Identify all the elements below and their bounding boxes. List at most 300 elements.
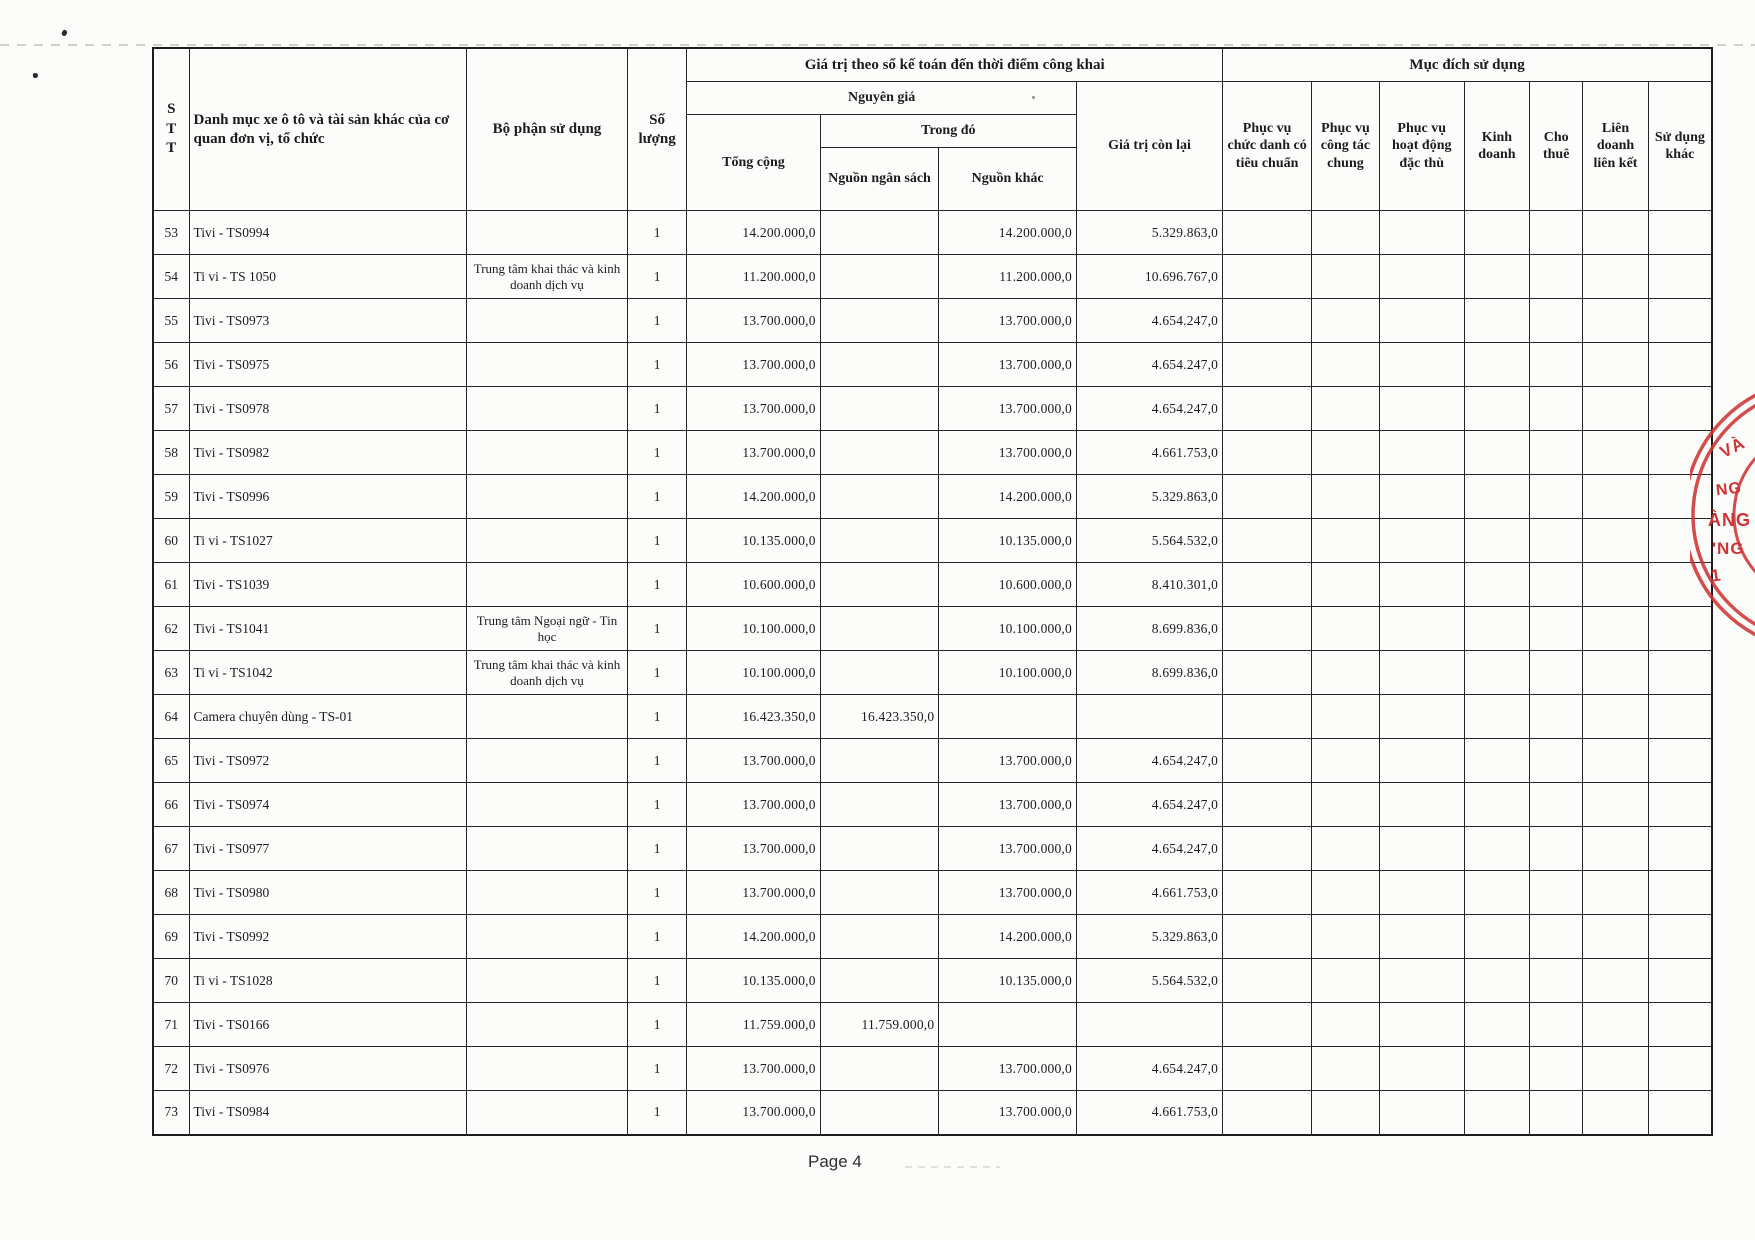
purpose-cell bbox=[1379, 739, 1464, 783]
col-header-purpose: Phục vụ hoạt động đặc thù bbox=[1379, 82, 1464, 211]
purpose-cell bbox=[1530, 739, 1583, 783]
budget-source-cell bbox=[820, 915, 939, 959]
qty-cell: 1 bbox=[627, 519, 686, 563]
col-header-purpose: Kinh doanh bbox=[1464, 82, 1530, 211]
purpose-cell bbox=[1312, 343, 1380, 387]
budget-source-cell bbox=[820, 739, 939, 783]
purpose-cell bbox=[1530, 563, 1583, 607]
other-source-cell: 13.700.000,0 bbox=[939, 783, 1077, 827]
col-header-budget-source: Nguồn ngân sách bbox=[820, 148, 939, 211]
purpose-cell bbox=[1583, 387, 1649, 431]
table-body bbox=[153, 211, 1712, 1135]
item-name-cell: Tivi - TS0984 bbox=[189, 1091, 466, 1135]
col-header-purpose: Cho thuê bbox=[1530, 82, 1583, 211]
purpose-cell bbox=[1312, 871, 1380, 915]
table-row bbox=[153, 915, 1712, 959]
stt-cell: 58 bbox=[153, 431, 189, 475]
purpose-cell bbox=[1312, 211, 1380, 255]
purpose-cell bbox=[1648, 695, 1712, 739]
purpose-cell bbox=[1648, 475, 1712, 519]
purpose-cell bbox=[1223, 563, 1312, 607]
purpose-cell bbox=[1379, 959, 1464, 1003]
purpose-cell bbox=[1583, 1003, 1649, 1047]
purpose-cell bbox=[1648, 1091, 1712, 1135]
purpose-cell bbox=[1648, 211, 1712, 255]
item-name-cell: Ti vi - TS 1050 bbox=[189, 255, 466, 299]
purpose-cell bbox=[1583, 211, 1649, 255]
purpose-cell bbox=[1464, 1003, 1530, 1047]
purpose-cell bbox=[1379, 387, 1464, 431]
purpose-cell bbox=[1312, 431, 1380, 475]
table-row bbox=[153, 607, 1712, 651]
purpose-cell bbox=[1379, 695, 1464, 739]
col-header-bookvalue-group: Giá trị theo sổ kế toán đến thời điểm công khai bbox=[687, 48, 1223, 82]
purpose-cell bbox=[1530, 475, 1583, 519]
budget-source-cell bbox=[820, 387, 939, 431]
purpose-cell bbox=[1223, 783, 1312, 827]
item-name-cell: Ti vi - TS1028 bbox=[189, 959, 466, 1003]
total-cell: 11.759.000,0 bbox=[687, 1003, 820, 1047]
purpose-cell bbox=[1464, 299, 1530, 343]
table-row bbox=[153, 475, 1712, 519]
dept-cell bbox=[466, 783, 627, 827]
purpose-cell bbox=[1379, 1091, 1464, 1135]
dept-cell bbox=[466, 1091, 627, 1135]
purpose-cell bbox=[1464, 519, 1530, 563]
remaining-value-cell: 5.329.863,0 bbox=[1076, 475, 1222, 519]
purpose-cell bbox=[1530, 915, 1583, 959]
purpose-cell bbox=[1583, 827, 1649, 871]
remaining-value-cell: 4.654.247,0 bbox=[1076, 739, 1222, 783]
qty-cell: 1 bbox=[627, 563, 686, 607]
purpose-cell bbox=[1312, 563, 1380, 607]
stt-cell: 70 bbox=[153, 959, 189, 1003]
purpose-cell bbox=[1648, 607, 1712, 651]
purpose-cell bbox=[1379, 343, 1464, 387]
purpose-cell bbox=[1379, 1047, 1464, 1091]
purpose-cell bbox=[1583, 1091, 1649, 1135]
purpose-cell bbox=[1223, 915, 1312, 959]
purpose-cell bbox=[1583, 739, 1649, 783]
budget-source-cell bbox=[820, 651, 939, 695]
remaining-value-cell bbox=[1076, 1003, 1222, 1047]
purpose-cell bbox=[1223, 871, 1312, 915]
other-source-cell: 14.200.000,0 bbox=[939, 475, 1077, 519]
total-cell: 10.135.000,0 bbox=[687, 519, 820, 563]
table-row bbox=[153, 1047, 1712, 1091]
col-header-item: Danh mục xe ô tô và tài sản khác của cơ quan đơn vị, tổ chức bbox=[189, 48, 466, 211]
remaining-value-cell: 8.699.836,0 bbox=[1076, 651, 1222, 695]
purpose-cell bbox=[1583, 959, 1649, 1003]
col-header-other-source: Nguồn khác bbox=[939, 148, 1077, 211]
item-name-cell: Tivi - TS0996 bbox=[189, 475, 466, 519]
table-row bbox=[153, 255, 1712, 299]
other-source-cell bbox=[939, 1003, 1077, 1047]
purpose-cell bbox=[1583, 783, 1649, 827]
purpose-cell bbox=[1583, 915, 1649, 959]
total-cell: 13.700.000,0 bbox=[687, 387, 820, 431]
purpose-cell bbox=[1223, 695, 1312, 739]
budget-source-cell bbox=[820, 343, 939, 387]
purpose-cell bbox=[1312, 607, 1380, 651]
purpose-cell bbox=[1379, 915, 1464, 959]
stt-cell: 55 bbox=[153, 299, 189, 343]
table-row bbox=[153, 387, 1712, 431]
page-number: Page 4 bbox=[808, 1152, 862, 1171]
total-cell: 13.700.000,0 bbox=[687, 1091, 820, 1135]
dept-cell bbox=[466, 1003, 627, 1047]
purpose-cell bbox=[1464, 1091, 1530, 1135]
dept-cell: Trung tâm Ngoại ngữ - Tin học bbox=[466, 607, 627, 651]
total-cell: 13.700.000,0 bbox=[687, 1047, 820, 1091]
other-source-cell: 10.100.000,0 bbox=[939, 607, 1077, 651]
qty-cell: 1 bbox=[627, 607, 686, 651]
remaining-value-cell: 4.661.753,0 bbox=[1076, 1091, 1222, 1135]
purpose-cell bbox=[1583, 255, 1649, 299]
purpose-cell bbox=[1464, 871, 1530, 915]
qty-cell: 1 bbox=[627, 475, 686, 519]
budget-source-cell: 16.423.350,0 bbox=[820, 695, 939, 739]
stamp-text-fragment: 'NG bbox=[1712, 539, 1745, 558]
purpose-cell bbox=[1223, 255, 1312, 299]
purpose-cell bbox=[1583, 607, 1649, 651]
table-row bbox=[153, 739, 1712, 783]
other-source-cell: 14.200.000,0 bbox=[939, 915, 1077, 959]
total-cell: 13.700.000,0 bbox=[687, 827, 820, 871]
remaining-value-cell bbox=[1076, 695, 1222, 739]
remaining-value-cell: 4.654.247,0 bbox=[1076, 783, 1222, 827]
other-source-cell: 13.700.000,0 bbox=[939, 1047, 1077, 1091]
purpose-cell bbox=[1379, 211, 1464, 255]
other-source-cell: 10.135.000,0 bbox=[939, 519, 1077, 563]
table-row bbox=[153, 211, 1712, 255]
purpose-cell bbox=[1648, 915, 1712, 959]
total-cell: 10.135.000,0 bbox=[687, 959, 820, 1003]
total-cell: 10.600.000,0 bbox=[687, 563, 820, 607]
purpose-cell bbox=[1223, 827, 1312, 871]
purpose-cell bbox=[1648, 255, 1712, 299]
purpose-cell bbox=[1464, 783, 1530, 827]
qty-cell: 1 bbox=[627, 695, 686, 739]
other-source-cell: 13.700.000,0 bbox=[939, 871, 1077, 915]
purpose-cell bbox=[1530, 695, 1583, 739]
dept-cell bbox=[466, 959, 627, 1003]
purpose-cell bbox=[1530, 959, 1583, 1003]
remaining-value-cell: 5.329.863,0 bbox=[1076, 211, 1222, 255]
purpose-cell bbox=[1530, 519, 1583, 563]
remaining-value-cell: 4.654.247,0 bbox=[1076, 299, 1222, 343]
purpose-cell bbox=[1530, 255, 1583, 299]
purpose-cell bbox=[1648, 1003, 1712, 1047]
other-source-cell: 10.100.000,0 bbox=[939, 651, 1077, 695]
stamp-text-fragment: ÀNG bbox=[1708, 510, 1751, 530]
other-source-cell: 13.700.000,0 bbox=[939, 387, 1077, 431]
dept-cell bbox=[466, 475, 627, 519]
stt-cell: 64 bbox=[153, 695, 189, 739]
table-row bbox=[153, 563, 1712, 607]
stt-cell: 63 bbox=[153, 651, 189, 695]
purpose-cell bbox=[1312, 1091, 1380, 1135]
purpose-cell bbox=[1223, 431, 1312, 475]
purpose-cell bbox=[1648, 519, 1712, 563]
table-row bbox=[153, 1003, 1712, 1047]
stt-cell: 66 bbox=[153, 783, 189, 827]
purpose-cell bbox=[1312, 915, 1380, 959]
purpose-cell bbox=[1648, 827, 1712, 871]
dept-cell bbox=[466, 871, 627, 915]
other-source-cell: 14.200.000,0 bbox=[939, 211, 1077, 255]
table-row bbox=[153, 783, 1712, 827]
qty-cell: 1 bbox=[627, 827, 686, 871]
purpose-cell bbox=[1312, 387, 1380, 431]
qty-cell: 1 bbox=[627, 959, 686, 1003]
purpose-cell bbox=[1312, 959, 1380, 1003]
budget-source-cell bbox=[820, 871, 939, 915]
purpose-cell bbox=[1223, 343, 1312, 387]
remaining-value-cell: 8.699.836,0 bbox=[1076, 607, 1222, 651]
budget-source-cell bbox=[820, 827, 939, 871]
budget-source-cell bbox=[820, 519, 939, 563]
purpose-cell bbox=[1379, 1003, 1464, 1047]
remaining-value-cell: 5.564.532,0 bbox=[1076, 959, 1222, 1003]
purpose-cell bbox=[1464, 959, 1530, 1003]
purpose-cell bbox=[1464, 915, 1530, 959]
purpose-cell bbox=[1312, 1003, 1380, 1047]
purpose-cell bbox=[1464, 695, 1530, 739]
purpose-cell bbox=[1379, 563, 1464, 607]
stt-cell: 60 bbox=[153, 519, 189, 563]
total-cell: 13.700.000,0 bbox=[687, 431, 820, 475]
purpose-cell bbox=[1379, 651, 1464, 695]
purpose-cell bbox=[1530, 211, 1583, 255]
dept-cell bbox=[466, 739, 627, 783]
col-header-original-price: Nguyên giá bbox=[687, 82, 1077, 115]
purpose-cell bbox=[1583, 871, 1649, 915]
item-name-cell: Tivi - TS0972 bbox=[189, 739, 466, 783]
dept-cell bbox=[466, 211, 627, 255]
dept-cell bbox=[466, 519, 627, 563]
stt-cell: 68 bbox=[153, 871, 189, 915]
purpose-cell bbox=[1379, 827, 1464, 871]
dept-cell bbox=[466, 827, 627, 871]
purpose-cell bbox=[1464, 387, 1530, 431]
budget-source-cell bbox=[820, 211, 939, 255]
budget-source-cell bbox=[820, 299, 939, 343]
stt-cell: 73 bbox=[153, 1091, 189, 1135]
purpose-cell bbox=[1464, 1047, 1530, 1091]
purpose-cell bbox=[1464, 739, 1530, 783]
dept-cell bbox=[466, 1047, 627, 1091]
dept-cell bbox=[466, 387, 627, 431]
other-source-cell: 13.700.000,0 bbox=[939, 739, 1077, 783]
purpose-cell bbox=[1530, 387, 1583, 431]
purpose-cell bbox=[1530, 827, 1583, 871]
total-cell: 13.700.000,0 bbox=[687, 783, 820, 827]
purpose-cell bbox=[1464, 431, 1530, 475]
purpose-cell bbox=[1583, 1047, 1649, 1091]
col-header-stt-label: STT bbox=[166, 101, 177, 157]
remaining-value-cell: 5.564.532,0 bbox=[1076, 519, 1222, 563]
item-name-cell: Ti vi - TS1042 bbox=[189, 651, 466, 695]
purpose-cell bbox=[1648, 959, 1712, 1003]
qty-cell: 1 bbox=[627, 299, 686, 343]
purpose-cell bbox=[1583, 299, 1649, 343]
scan-smudge bbox=[905, 1166, 1000, 1168]
total-cell: 10.100.000,0 bbox=[687, 651, 820, 695]
item-name-cell: Tivi - TS0977 bbox=[189, 827, 466, 871]
purpose-cell bbox=[1464, 607, 1530, 651]
item-name-cell: Tivi - TS0973 bbox=[189, 299, 466, 343]
purpose-cell bbox=[1312, 695, 1380, 739]
qty-cell: 1 bbox=[627, 211, 686, 255]
scan-speck bbox=[32, 72, 38, 78]
col-header-stt bbox=[153, 48, 189, 211]
table-row bbox=[153, 651, 1712, 695]
other-source-cell: 13.700.000,0 bbox=[939, 827, 1077, 871]
total-cell: 13.700.000,0 bbox=[687, 299, 820, 343]
purpose-cell bbox=[1223, 1047, 1312, 1091]
purpose-cell bbox=[1648, 739, 1712, 783]
purpose-cell bbox=[1464, 563, 1530, 607]
remaining-value-cell: 4.661.753,0 bbox=[1076, 871, 1222, 915]
purpose-cell bbox=[1583, 695, 1649, 739]
remaining-value-cell: 5.329.863,0 bbox=[1076, 915, 1222, 959]
purpose-cell bbox=[1530, 1047, 1583, 1091]
purpose-cell bbox=[1312, 475, 1380, 519]
stt-cell: 71 bbox=[153, 1003, 189, 1047]
purpose-cell bbox=[1223, 299, 1312, 343]
item-name-cell: Tivi - TS0994 bbox=[189, 211, 466, 255]
col-header-purpose: Phục vụ chức danh có tiêu chuẩn bbox=[1223, 82, 1312, 211]
purpose-cell bbox=[1530, 1003, 1583, 1047]
stt-cell: 72 bbox=[153, 1047, 189, 1091]
purpose-cell bbox=[1223, 1091, 1312, 1135]
stamp-text-fragment: VÀ bbox=[1716, 433, 1749, 462]
dept-cell bbox=[466, 563, 627, 607]
stt-cell: 61 bbox=[153, 563, 189, 607]
purpose-cell bbox=[1648, 431, 1712, 475]
col-header-qty: Số lượng bbox=[627, 48, 686, 211]
item-name-cell: Tivi - TS0978 bbox=[189, 387, 466, 431]
col-header-total: Tổng cộng bbox=[687, 115, 820, 211]
other-source-cell: 13.700.000,0 bbox=[939, 1091, 1077, 1135]
purpose-cell bbox=[1464, 827, 1530, 871]
total-cell: 13.700.000,0 bbox=[687, 343, 820, 387]
budget-source-cell bbox=[820, 1047, 939, 1091]
purpose-cell bbox=[1223, 475, 1312, 519]
item-name-cell: Tivi - TS0976 bbox=[189, 1047, 466, 1091]
stamp-text-fragment: NG bbox=[1715, 479, 1743, 500]
stt-cell: 53 bbox=[153, 211, 189, 255]
qty-cell: 1 bbox=[627, 343, 686, 387]
purpose-cell bbox=[1379, 431, 1464, 475]
purpose-cell bbox=[1648, 651, 1712, 695]
qty-cell: 1 bbox=[627, 651, 686, 695]
qty-cell: 1 bbox=[627, 915, 686, 959]
dept-cell bbox=[466, 299, 627, 343]
purpose-cell bbox=[1464, 255, 1530, 299]
item-name-cell: Ti vi - TS1027 bbox=[189, 519, 466, 563]
item-name-cell: Tivi - TS0992 bbox=[189, 915, 466, 959]
total-cell: 14.200.000,0 bbox=[687, 211, 820, 255]
purpose-cell bbox=[1223, 519, 1312, 563]
stt-cell: 62 bbox=[153, 607, 189, 651]
purpose-cell bbox=[1464, 651, 1530, 695]
remaining-value-cell: 8.410.301,0 bbox=[1076, 563, 1222, 607]
item-name-cell: Tivi - TS1039 bbox=[189, 563, 466, 607]
remaining-value-cell: 10.696.767,0 bbox=[1076, 255, 1222, 299]
scan-artifact-line bbox=[0, 44, 1755, 46]
purpose-cell bbox=[1312, 651, 1380, 695]
budget-source-cell bbox=[820, 1091, 939, 1135]
col-header-purpose: Phục vụ công tác chung bbox=[1312, 82, 1380, 211]
purpose-cell bbox=[1648, 1047, 1712, 1091]
other-source-cell: 13.700.000,0 bbox=[939, 343, 1077, 387]
dept-cell bbox=[466, 343, 627, 387]
qty-cell: 1 bbox=[627, 1091, 686, 1135]
item-name-cell: Tivi - TS0974 bbox=[189, 783, 466, 827]
remaining-value-cell: 4.654.247,0 bbox=[1076, 1047, 1222, 1091]
other-source-cell: 13.700.000,0 bbox=[939, 299, 1077, 343]
table-row bbox=[153, 695, 1712, 739]
purpose-cell bbox=[1530, 871, 1583, 915]
purpose-cell bbox=[1648, 387, 1712, 431]
qty-cell: 1 bbox=[627, 871, 686, 915]
purpose-cell bbox=[1223, 211, 1312, 255]
purpose-cell bbox=[1530, 299, 1583, 343]
budget-source-cell: 11.759.000,0 bbox=[820, 1003, 939, 1047]
item-name-cell: Tivi - TS0982 bbox=[189, 431, 466, 475]
purpose-cell bbox=[1379, 783, 1464, 827]
purpose-cell bbox=[1464, 211, 1530, 255]
table-row bbox=[153, 1091, 1712, 1135]
col-header-purpose: Sử dụng khác bbox=[1648, 82, 1712, 211]
purpose-cell bbox=[1648, 871, 1712, 915]
purpose-cell bbox=[1223, 739, 1312, 783]
qty-cell: 1 bbox=[627, 783, 686, 827]
purpose-cell bbox=[1223, 607, 1312, 651]
stt-cell: 67 bbox=[153, 827, 189, 871]
item-name-cell: Tivi - TS1041 bbox=[189, 607, 466, 651]
purpose-cell bbox=[1648, 343, 1712, 387]
total-cell: 13.700.000,0 bbox=[687, 871, 820, 915]
total-cell: 14.200.000,0 bbox=[687, 475, 820, 519]
budget-source-cell bbox=[820, 959, 939, 1003]
total-cell: 14.200.000,0 bbox=[687, 915, 820, 959]
stt-cell: 57 bbox=[153, 387, 189, 431]
budget-source-cell bbox=[820, 607, 939, 651]
purpose-cell bbox=[1530, 651, 1583, 695]
budget-source-cell bbox=[820, 255, 939, 299]
purpose-cell bbox=[1312, 255, 1380, 299]
purpose-cell bbox=[1223, 387, 1312, 431]
purpose-cell bbox=[1379, 299, 1464, 343]
purpose-cell bbox=[1648, 783, 1712, 827]
total-cell: 10.100.000,0 bbox=[687, 607, 820, 651]
remaining-value-cell: 4.654.247,0 bbox=[1076, 827, 1222, 871]
purpose-cell bbox=[1312, 783, 1380, 827]
qty-cell: 1 bbox=[627, 255, 686, 299]
col-header-included: Trong đó bbox=[820, 115, 1076, 148]
purpose-cell bbox=[1312, 739, 1380, 783]
purpose-cell bbox=[1379, 607, 1464, 651]
purpose-cell bbox=[1583, 475, 1649, 519]
table-row bbox=[153, 827, 1712, 871]
purpose-cell bbox=[1379, 871, 1464, 915]
total-cell: 11.200.000,0 bbox=[687, 255, 820, 299]
budget-source-cell bbox=[820, 783, 939, 827]
purpose-cell bbox=[1223, 959, 1312, 1003]
